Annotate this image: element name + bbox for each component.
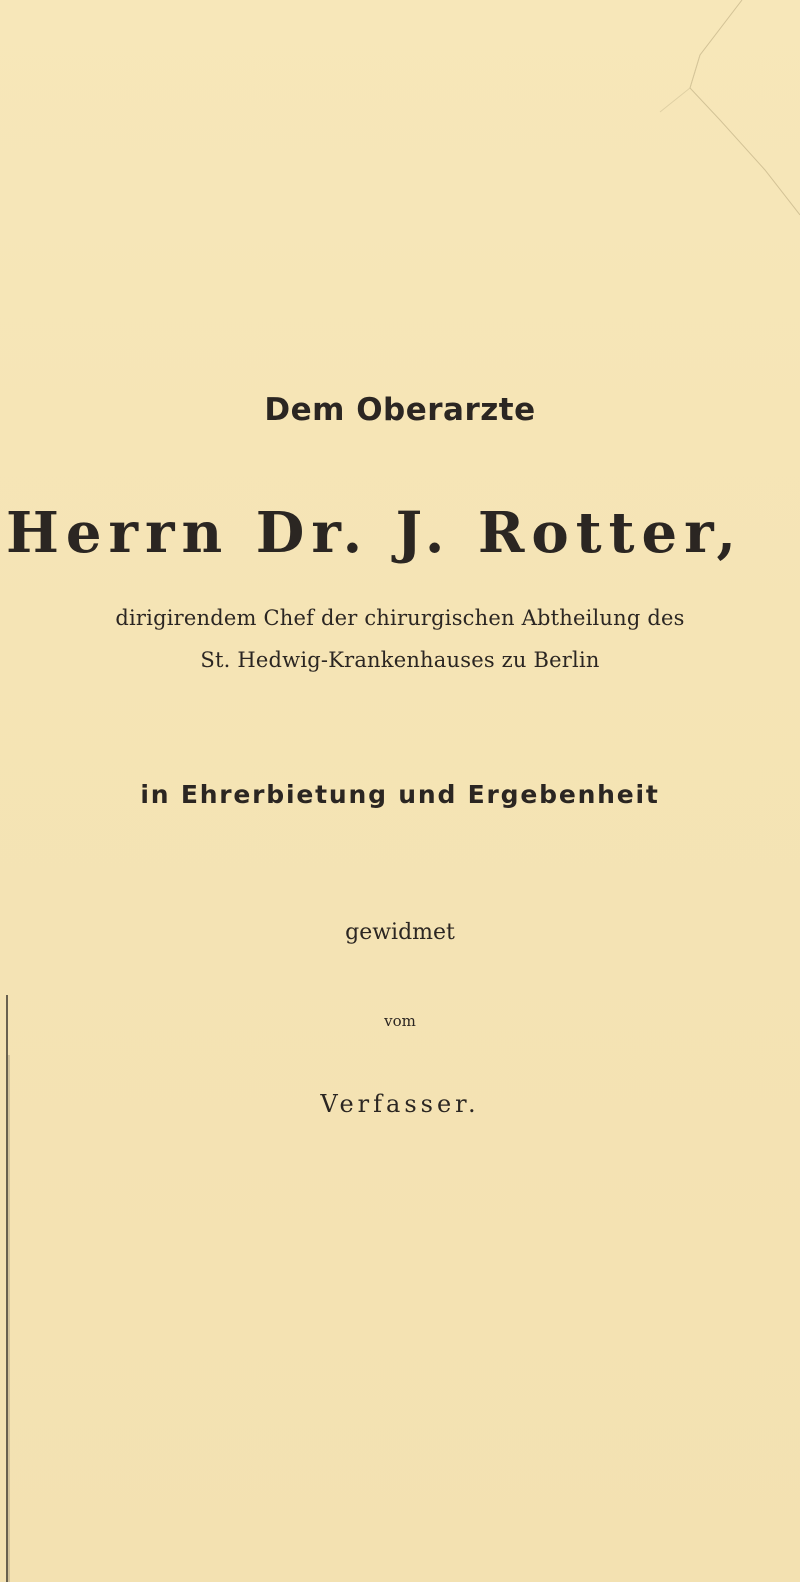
dedicatee-title-line-1: dirigirendem Chef der chirurgischen Abtheilung des <box>115 606 685 630</box>
author-signature: Verfasser. <box>320 1090 480 1118</box>
vom-text: vom <box>384 1012 416 1030</box>
dedication-phrase: in Ehrerbietung und Ergebenheit <box>140 780 660 809</box>
dedication-heading: Dem Oberarzte <box>264 392 536 428</box>
paper-corner-crease <box>0 0 800 240</box>
gewidmet-text: gewidmet <box>345 920 455 945</box>
dedicatee-name: Herrn Dr. J. Rotter, <box>6 500 743 566</box>
page-edge-shadow <box>0 995 12 1582</box>
dedicatee-title-line-2: St. Hedwig-Krankenhauses zu Berlin <box>200 648 600 672</box>
